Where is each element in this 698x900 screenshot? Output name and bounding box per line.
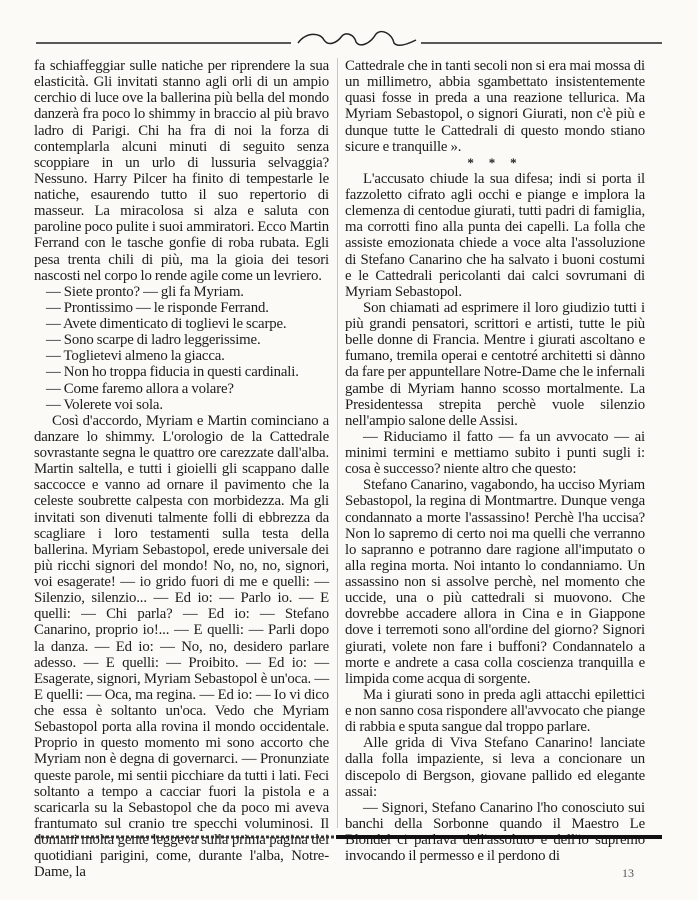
paragraph: — Signori, Stefano Canarino l'ho conosciuto sui banchi della Sorbonne quando il Maestro Le Blondel ci parlava dell'assoluto e dell'io supremo invocando il permesso e il perdono di: [345, 799, 645, 865]
column-divider: [337, 58, 338, 828]
paragraph: Ma i giurati sono in preda agli attacchi epilettici e non sanno cosa rispondere all'avvocato che piange di rabbia e sputa sangue dal troppo parlare.: [345, 686, 645, 736]
paragraph: Stefano Canarino, vagabondo, ha ucciso Myriam Sebastopol, la regina di Montmartre. Dunque venga condannato a morte l'assassino! Perchè l'ha uccisa? Non lo sapremo di certo noi ma quelli che verranno lo sapranno e potranno dare ragione all'imputato o alla regina morta. Noi intanto lo condanniamo. Un assassino non si assolve perchè, nel momento che uccide, una o più cattedrali si muovono. Che dovrebbe accadere allora in Cina e in Giappone dove i terremoti sono all'ordine del giorno? Signori giurati, volete non fare i buffoni? Condannatelo a morte e andrete a casa colla coscienza tranquilla e limpida come acqua di sorgente.: [345, 477, 645, 687]
section-separator: * * *: [467, 154, 523, 170]
paragraph: fa schiaffeggiar sulle natiche per riprendere la sua elasticità. Gli invitati stanno agli orli di un ampio cerchio di luce ove la ballerina più bella del mondo danzerà fra poco lo shimmy in braccio al più bravo ladro di Parigi. Chi ha fra di noi la forza di contemplarla alcuni minuti di seguito senza scoppiare in un urlo di lussuria selvaggia? Nessuno. Harry Pilcer ha finito di tempestarle le natiche, esaurendo tutto il suo repertorio di masseur. La miracolosa si alza e saluta con paroline poco pulite i suoi ammiratori. Ecco Martin Ferrand con le tasche gonfie di roba rubata. Egli pesa trenta chili di più, ma la gioia dei tesori nascosti nel corpo lo rende agile come un levriero.: [34, 58, 329, 284]
header-ornament: [36, 30, 662, 48]
paragraph: — Riduciamo il fatto — fa un avvocato — ai minimi termini e mettiamo subito i punti sugli i: cosa è successo? niente altro che questo:: [345, 428, 645, 478]
dialogue-line: — Avete dimenticato di toglievi le scarpe.: [46, 316, 287, 332]
paragraph: Alle grida di Viva Stefano Canarino! lanciate dalla folla impaziente, si leva a concionare un discepolo di Bergson, giovane pallido ed elegante assai:: [345, 735, 645, 800]
dialogue-line: — Toglietevi almeno la giacca.: [46, 348, 225, 365]
footer-ornament: [36, 832, 662, 842]
right-column: [345, 58, 645, 865]
dialogue-line: — Come faremo allora a volare?: [46, 380, 234, 397]
dialogue-line: — Prontissimo — le risponde Ferrand.: [46, 299, 269, 316]
paragraph: Cattedrale che in tanti secoli non si era mai mossa di un millimetro, abbia sgambettato insistentemente quasi fosse in preda a una reazione tellurica. Ma Myriam Sebastopol, o signori Giurati, non c'è più e dunque tutte le Cattedrali di questo mondo stiano sicure e tranquille ».: [345, 58, 645, 155]
paragraph: Son chiamati ad esprimere il loro giudizio tutti i più grandi pensatori, scrittori e artisti, tutte le più belle donne di Francia. Mentre i giurati ascoltano e fumano, tremila operai e centotré architetti si dànno da fare per appuntellare Notre-Dame che le infernali gambe di Myriam hanno scosso mortalmente. La Presidentessa strepita perchè vuole silenzio nell'ampio salone delle Assisi.: [345, 299, 645, 429]
paragraph: Così d'accordo, Myriam e Martin cominciano a danzare lo shimmy. L'orologio de la Cattedrale sovrastante segna le quattro ore carezzate dall'alba. Martin saltella, e tutti i gioielli gli scappano dalle saccocce e vanno ad ornare il pavimento che la celeste soubrette calpesta con morbidezza. Ma gli invitati son divenuti talmente folli di ebbrezza da scagliare i loro testamenti sulla testa della ballerina. Myriam Sebastopol, erede universale dei più ricchi signori del mondo! No, no, no, signori, voi esagerate! — io grido fuori di me e quelli: — Silenzio, silenzio... — Ed io: — Parlo io. — E quelli: — Chi parla? — Ed io: — Stefano Canarino, proprio io!... — E quelli: — Parli dopo la danza. — Ed io: — No, no, desidero parlare adesso. — E quelli: — Proibito. — Ed io: — Esagerate, signori, Myriam Sebastopol è un'oca. — E quelli: — Oca, ma regina. — Ed io: — Io vi dico che essa è soltanto un'oca. Vedo che Myriam Sebastopol porta alla rovina il mondo occidentale. Proprio in questo momento mi sono accorto che Myriam non è degna di governarci. — Pronunziate queste parole, mi sentii picchiare da tutti i lati. Feci soltanto a tempo a cacciar fuori la pistola e a scaricarla su la Sebastopol che da poco mi aveva frantumato sul cranio tre specchi voluminosi. Il domani molta gente leggeva sulla prima pagina dei quotidiani parigini, come, durante l'alba, Notre-Dame, la: [34, 412, 329, 881]
dialogue-line: — Non ho troppa fiducia in questi cardinali.: [46, 364, 299, 381]
left-column: [34, 58, 329, 881]
dialogue-line: — Sono scarpe di ladro leggerissime.: [46, 332, 261, 349]
paragraph: L'accusato chiude la sua difesa; indi si porta il fazzoletto cifrato agli occhi e piange e implora la clemenza di centodue giurati, tutti padri di famiglia, ma corrotti fino alla punta dei capelli. La folla che assiste emozionata chiede a voce alta l'assoluzione di Stefano Canarino che ha salvato i buoni costumi e le Cattedrali pericolanti dai calci sovrumani di Myriam Sebastopol.: [345, 170, 645, 300]
dialogue-line: — Siete pronto? — gli fa Myriam.: [46, 283, 244, 300]
page-number: 13: [622, 866, 634, 880]
dialogue-line: — Volerete voi sola.: [46, 396, 163, 413]
